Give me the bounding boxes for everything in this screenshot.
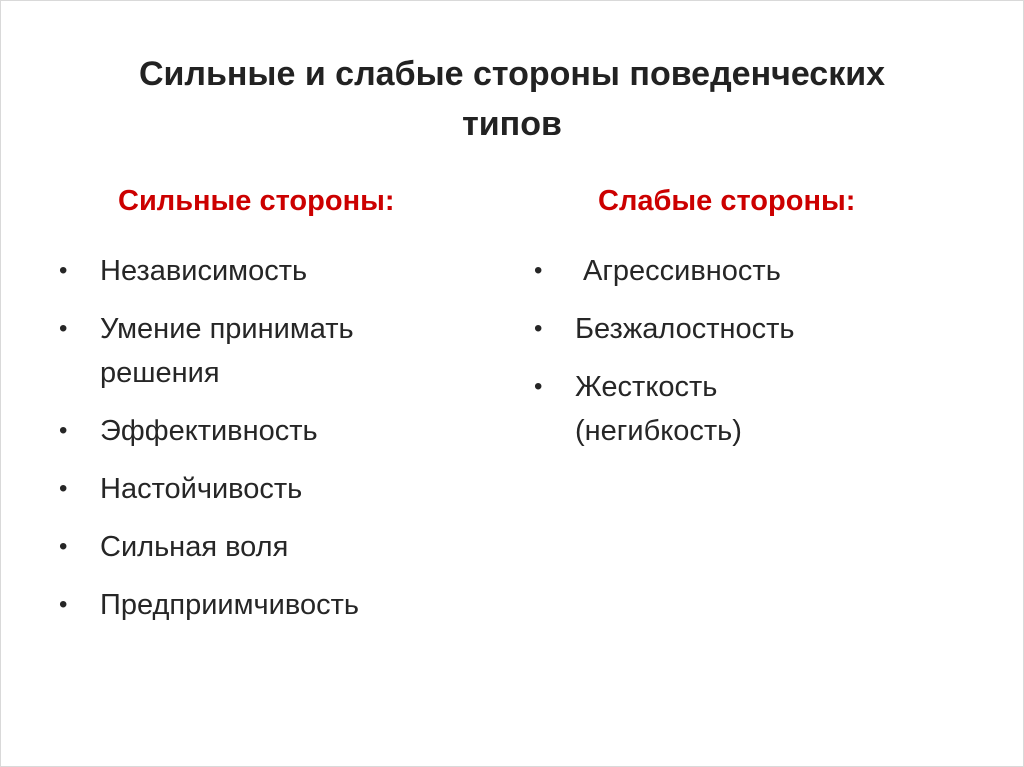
slide-title-line-1: Сильные и слабые стороны поведенческих (138, 55, 886, 93)
strength-item-text: Настойчивость (100, 473, 303, 505)
strength-item (56, 409, 486, 453)
strength-item (56, 249, 486, 293)
weakness-item (531, 307, 971, 351)
slide-title (41, 49, 983, 149)
strength-item (56, 525, 486, 569)
weaknesses-heading: Слабые стороны: (598, 185, 856, 217)
weakness-item-text: Жесткость (негибкость) (575, 371, 742, 447)
weakness-item-text: Агрессивность (583, 255, 781, 287)
strength-item (56, 307, 486, 395)
bullet-icon: • (59, 315, 68, 342)
strength-item (56, 583, 486, 627)
weakness-item (531, 365, 971, 453)
bullet-icon: • (59, 591, 68, 618)
bullet-icon: • (59, 417, 68, 444)
strength-item-text: Независимость (100, 255, 308, 287)
bullet-icon: • (534, 373, 543, 400)
strength-item-text: Эффективность (100, 415, 318, 447)
strength-item-text: Предприимчивость (100, 589, 359, 621)
strengths-list (56, 249, 486, 627)
strength-item (56, 467, 486, 511)
strength-item-text: Умение принимать решения (100, 313, 354, 389)
bullet-icon: • (534, 257, 543, 284)
strength-item-text: Сильная воля (100, 531, 289, 563)
strengths-heading: Сильные стороны: (118, 185, 395, 217)
weaknesses-list (531, 249, 971, 453)
bullet-icon: • (59, 475, 68, 502)
bullet-icon: • (534, 315, 543, 342)
slide-title-line-2: типов (462, 105, 562, 143)
bullet-icon: • (59, 533, 68, 560)
weaknesses-column (531, 183, 971, 467)
strengths-column (56, 183, 486, 641)
bullet-icon: • (59, 257, 68, 284)
weakness-item-text: Безжалостность (575, 313, 795, 345)
weakness-item (531, 249, 971, 293)
